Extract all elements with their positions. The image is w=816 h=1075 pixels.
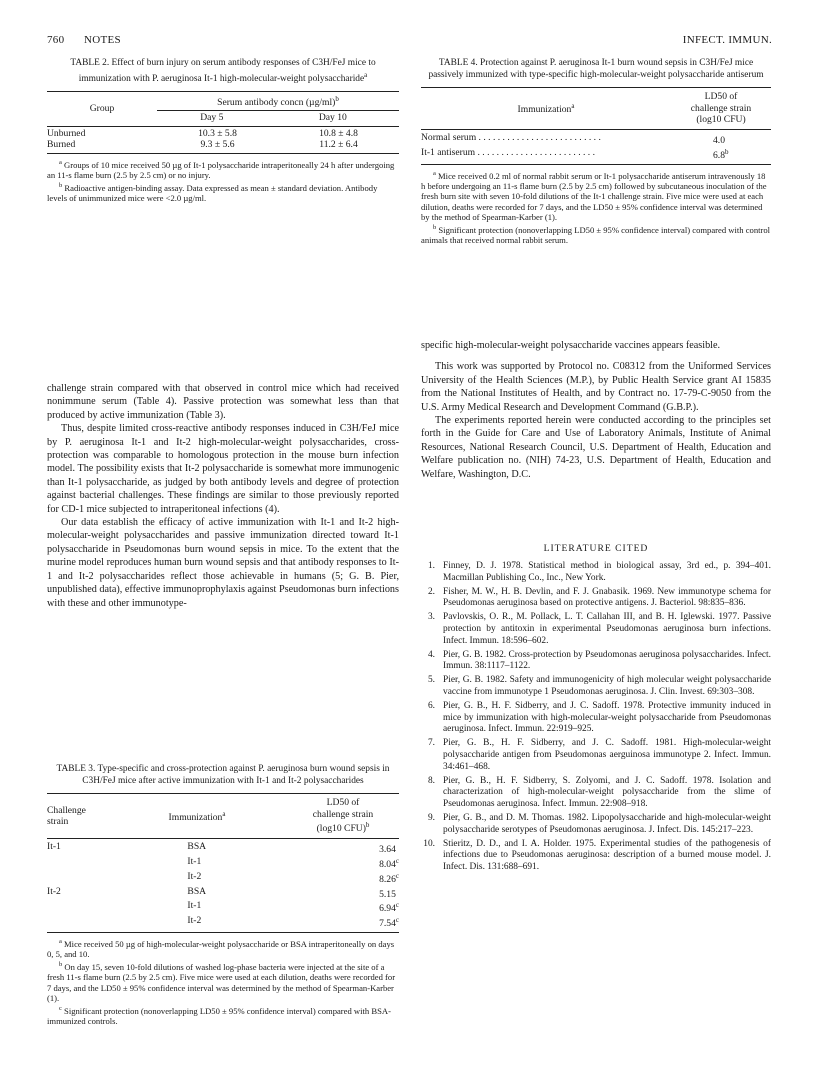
table4-col-ld50 [671,91,771,126]
left-body-text [47,382,399,610]
table2-col-group: Group [89,103,115,115]
footnote-mark: b [59,181,63,189]
table3-title: TABLE 3. Type-specific and cross-protection against P. aeruginosa burn wound sepsis in C3H/FeJ mice after active immunization with It-1 and It-2 polysaccharides [56,764,390,786]
table3-ld50-value: 8.04 [379,859,396,871]
footnote-text: Significant protection (nonoverlapping LD50 ± 95% confidence interval) compared with control animals that received normal rabbit serum. [421,224,771,246]
reference-item [421,675,771,699]
table3-strain [47,900,97,915]
footnote-text: Significant protection (nonoverlapping LD50 ± 95% confidence interval) compared with BSA-immunized controls. [47,1005,391,1026]
table2-row-day5: 10.3 ± 5.8 [198,127,237,139]
reference-item [421,612,771,647]
table3-ld50-value: 8.26 [379,873,396,885]
reference-list [421,561,771,876]
table3-ld50-sig: c [395,856,399,865]
table2-footnote [47,158,399,181]
table-row [47,886,399,901]
reference-number: 4. [427,649,435,660]
table3-col-immunization [107,797,287,835]
table3-immunization: BSA [187,885,207,897]
table4-col-ld50-line2: challenge strain [690,102,752,114]
table-row [47,871,399,886]
table3-strain [47,871,97,886]
reference-text: Pavlovskis, O. R., M. Pollack, L. T. Callahan III, and B. H. Iglewski. 1977. Passive protection by antitoxin in experimental Pseudomonas aeruginosa burn infections. Infect. Immun. 18:596–602. [443,612,771,646]
reference-item [421,813,771,837]
table4-col-immunization [421,91,671,126]
reference-number: 7. [427,738,435,749]
table3-ld50 [337,841,399,856]
right-body-text [421,339,771,481]
table3-immunization: It-1 [187,900,202,912]
footnote-text: On day 15, seven 10-fold dilutions of washed log-phase bacteria were injected at the site of a fresh 11-s flame burn (2.5 by 2.5 cm). Five mice were used at each dilution, deaths were recorded for 7 days, and the LD50 ± 95% confidence interval was determined by the method of Spearman-Karber (1). [47,961,396,1004]
footnote-mark: c [59,1004,62,1012]
table3-footnote [47,960,399,1004]
table2-block [47,58,399,204]
reference-number: 1. [427,561,435,571]
table-row [47,856,399,871]
reference-number: 3. [427,612,435,623]
journal-label: INFECT. IMMUN. [682,34,772,46]
table2-col-day10: Day 10 [318,112,347,124]
table3-strain [47,915,97,930]
section-label: NOTES [84,34,121,46]
reference-text: Pier, G. B., H. F. Sidberry, and J. C. Sadoff. 1978. Protective immunity induced in mice by immunization with high-molecular-weight polysaccharide from Pseudomonas aeruginosa. Infect. Immun. 22:919–925. [443,700,771,735]
table4 [421,132,771,162]
table3-ld50-value: 6.94 [379,903,396,915]
table3-col-challenge: Challenge strain [47,804,86,828]
footnote-text: Radioactive antigen-binding assay. Data expressed as mean ± standard deviation. Antibody levels of unimmunized mice were <2.0 µg/ml. [47,182,378,204]
reference-number: 5. [427,675,435,686]
table-row [421,132,771,147]
table2-row-day5: 9.3 ± 5.6 [200,139,235,151]
table3-ld50 [337,871,399,886]
acknowledgment-paragraph: This work was supported by Protocol no. C08312 from the Uniformed Services University of the Health Sciences (M.P.), by Public Health Service grant AI 15835 from the National Institutes of Health, and by Contract no. 17-79-C-9050 from the U.S. Army Medical Research and Development Command (G.B.P.). [421,361,771,413]
table2-col-serum-text: Serum antibody concn (µg/ml) [217,97,336,109]
table4-col-immunization-sup: a [571,102,575,111]
table4-ld50-value: 4.0 [713,135,725,147]
table3-ld50 [337,900,399,915]
table4-col-ld50-line1: LD50 of [704,91,738,103]
table4-col-ld50-line3: (log10 CFU) [696,114,746,126]
table3-header [47,797,399,835]
table3-strain: It-1 [47,841,61,853]
reference-number: 9. [427,812,435,823]
table4-ld50-sig: b [725,147,729,156]
table2-col-serum-sup: b [335,95,339,104]
reference-text: Pier, G. B. 1982. Safety and immunogenicity of high molecular weight polysaccharide vaccine from immunotype 1 Pseudomonas aeruginosa. J. Clin. Invest. 69:303–308. [443,675,771,697]
table4-footnote [421,169,771,223]
reference-item [421,738,771,773]
reference-text: Stieritz, D. D., and I. A. Holder. 1975. Experimental studies of the pathogenesis of infections due to Pseudomonas aeruginosa: description of a burned mouse model. J. Infect. Dis. 131:688–691. [443,838,771,873]
table2-footnotes [47,158,399,204]
reference-item [421,839,771,874]
table2-row-day10: 10.8 ± 4.8 [319,127,358,139]
reference-number: 8. [427,775,435,786]
reference-text: Pier, G. B., and D. M. Thomas. 1982. Lipopolysaccharide and high-molecular-weight polysaccharide serotypes of Pseudomonas aeruginosa. J. Infect. Dis. 145:217–223. [443,812,771,835]
table3-ld50 [337,886,399,901]
body-paragraph: specific high-molecular-weight polysaccharide vaccines appears feasible. [421,340,721,351]
table3-col-ld50-line2: challenge strain [312,808,374,820]
table3-col-ld50-sup: b [365,821,370,830]
table3 [47,841,399,930]
table3-col-ld50 [287,797,399,835]
table-row [47,900,399,915]
table2-footnote [47,181,399,204]
table3-block [47,764,399,1026]
reference-item [421,776,771,811]
table3-col-ld50-line1: LD50 of [326,797,360,809]
table2-col-day5: Day 5 [200,112,224,124]
table-row [47,841,399,856]
table3-strain: It-2 [47,885,61,897]
table3-ld50-sig: c [395,901,399,910]
table2-title-text: TABLE 2. Effect of burn injury on serum antibody responses of C3H/FeJ mice to immunization with P. aeruginosa It-1 high-molecular-weight polysaccharide [70,58,376,84]
footnote-mark: a [433,169,436,177]
table4-col-immunization-text: Immunization [517,104,572,116]
table3-ld50-value: 7.54 [379,918,396,930]
table3-ld50-sig: c [395,871,399,880]
table3-ld50 [337,915,399,930]
table-row [47,139,399,151]
table3-col-ld50-line3: (log10 CFU) [316,823,366,835]
table4-title: TABLE 4. Protection against P. aeruginosa It-1 burn wound sepsis in C3H/FeJ mice passively immunized with type-specific high-molecular-weight polysaccharide antiserum [428,58,764,80]
body-paragraph: challenge strain compared with that observed in control mice which had received nonimmune serum (Table 4). Passive protection was somewhat less than that produced by active immunization (Table 3). [47,383,399,421]
footnote-mark: a [59,937,62,945]
table3-ld50 [337,856,399,871]
table4-ld50 [671,147,771,162]
footnote-text: Mice received 50 µg of high-molecular-weight polysaccharide or BSA intraperitoneally on days 0, 5, and 10. [47,938,395,960]
table-row [47,915,399,930]
footnote-mark: b [59,960,63,968]
table3-strain [47,856,97,871]
table4-immunization: It-1 antiserum . . . . . . . . . . . . . . . . . . . . . . . . . [421,146,596,158]
table4-block [421,58,771,246]
reference-item [421,650,771,674]
table2-row-group: Burned [47,139,76,151]
reference-text: Pier, G. B. 1982. Cross-protection by Pseudomonas aeruginosa polysaccharides. Infect. Immun. 38:1117–1122. [443,649,771,672]
reference-item [421,701,771,736]
table3-col-immunization-sup: a [222,809,226,818]
table3-immunization: It-2 [187,870,202,882]
table3-immunization: It-1 [187,855,202,867]
table3-col-immunization-text: Immunization [168,811,223,823]
table4-ld50-value: 6.8 [713,149,725,161]
table4-footnotes [421,169,771,246]
reference-text: Pier, G. B., H. F. Sidberry, and J. C. Sadoff. 1981. High-molecular-weight polysaccharide antigen from Pseudomonas aerguinosa immunotype 2. Infect. Immun. 34:461–468. [443,738,771,772]
table2-title-sup: a [364,70,368,79]
table3-immunization: BSA [187,841,207,853]
table-row [47,128,399,140]
footnote-mark: b [433,223,437,231]
footnote-text: Mice received 0.2 ml of normal rabbit serum or It-1 polysaccharide antiserum intravenously 18 h before undergoing an 11-s flame burn (2.5 by 2.5 cm) followed by subcutaneous inoculation of the fresh burn site with seven 10-fold dilutions of the It-1 challenge strain. Five mice were used at each dilution, deaths were recorded for 7 days, and the LD50 ± 95% confidence interval was determined by the method of Spearman-Karber (1). [421,170,767,223]
reference-text: Pier, G. B., H. F. Sidberry, S. Zolyomi, and J. C. Sadoff. 1978. Isolation and characterization of high-molecular-weight polysaccharide from the slime of Pseudomonas aeruginosa. Infect. Immun. 22:908–918. [443,775,771,810]
table3-footnotes [47,937,399,1027]
table3-ld50-sig: c [395,916,399,925]
table2 [47,94,399,123]
table3-footnote [47,1004,399,1027]
reference-item [421,561,771,585]
reference-text: Fisher, M. W., H. B. Devlin, and F. J. Gnabasik. 1969. New immunotype schema for Pseudomonas aeruginosa based on protective antigens. J. Bacteriol. 98:835–836. [443,586,771,609]
table4-ld50 [671,132,771,147]
table2-row-day10: 11.2 ± 6.4 [319,139,358,151]
page-number: 760 [47,34,65,46]
literature-heading: LITERATURE CITED [543,543,649,554]
reference-number: 6. [427,700,435,711]
body-paragraph: Our data establish the efficacy of active immunization with It-1 and It-2 high-molecular-weight polysaccharides and passive immunization directed toward It-1 polysaccharide in Pseudomonas burn wound sepsis in mice. To the extent that the murine model reproduces human burn wound sepsis and that antibody responses to It-1 and It-2 polysaccharides reflect those achievable in humans (5; G. B. Pier, unpublished data), effective immunoprophylaxis against Pseudomonas burn infections with these and other immunotype- [47,517,399,609]
ethics-paragraph: The experiments reported herein were conducted according to the principles set forth in the Guide for Care and Use of Laboratory Animals, Institute of Animal Resources, National Research Council, U.S. Department of Health, Education and Welfare publication no. (NIH) 74-23, U.S. Department of Health, Education and Welfare, Washington, D.C. [421,415,771,480]
table4-header [421,91,771,126]
reference-text: Finney, D. J. 1978. Statistical method in biological assay, 3rd ed., p. 394–401. Macmillan Publishing Co., Inc., New York. [443,561,771,583]
table3-ld50-value: 5.15 [379,888,396,900]
table3-immunization: It-2 [187,915,202,927]
body-paragraph: Thus, despite limited cross-reactive antibody responses induced in C3H/FeJ mice by P. aeruginosa It-1 and It-2 high-molecular-weight polysaccharides, cross-protection was comparable to homologous protection in the mouse burn infection model. The possibility exists that It-2 polysaccharide is somewhat more immunogenic than It-1 polysaccharide, as judged by both antibody levels and degree of protection against bacterial challenges. These findings are similar to those previously reported for CD-1 mice subjected to intraperitoneal infections (4). [47,423,399,515]
footnote-mark: a [59,158,62,166]
table3-footnote [47,937,399,960]
table3-ld50-value: 3.64 [379,844,396,856]
reference-number: 10. [423,838,435,849]
reference-number: 2. [427,586,435,597]
table-row [421,147,771,162]
table4-footnote [421,223,771,246]
footnote-text: Groups of 10 mice received 50 µg of It-1 polysaccharide intraperitoneally 24 h after undergoing an 11-s flame burn (2.5 by 2.5 cm) or no injury. [47,159,395,181]
table2-col-serum [157,94,399,110]
reference-item [421,587,771,611]
table2-row-group: Unburned [47,127,86,139]
table4-immunization: Normal serum . . . . . . . . . . . . . . . . . . . . . . . . . . [421,131,601,143]
table2-body [47,128,399,151]
table2-title [47,58,399,85]
